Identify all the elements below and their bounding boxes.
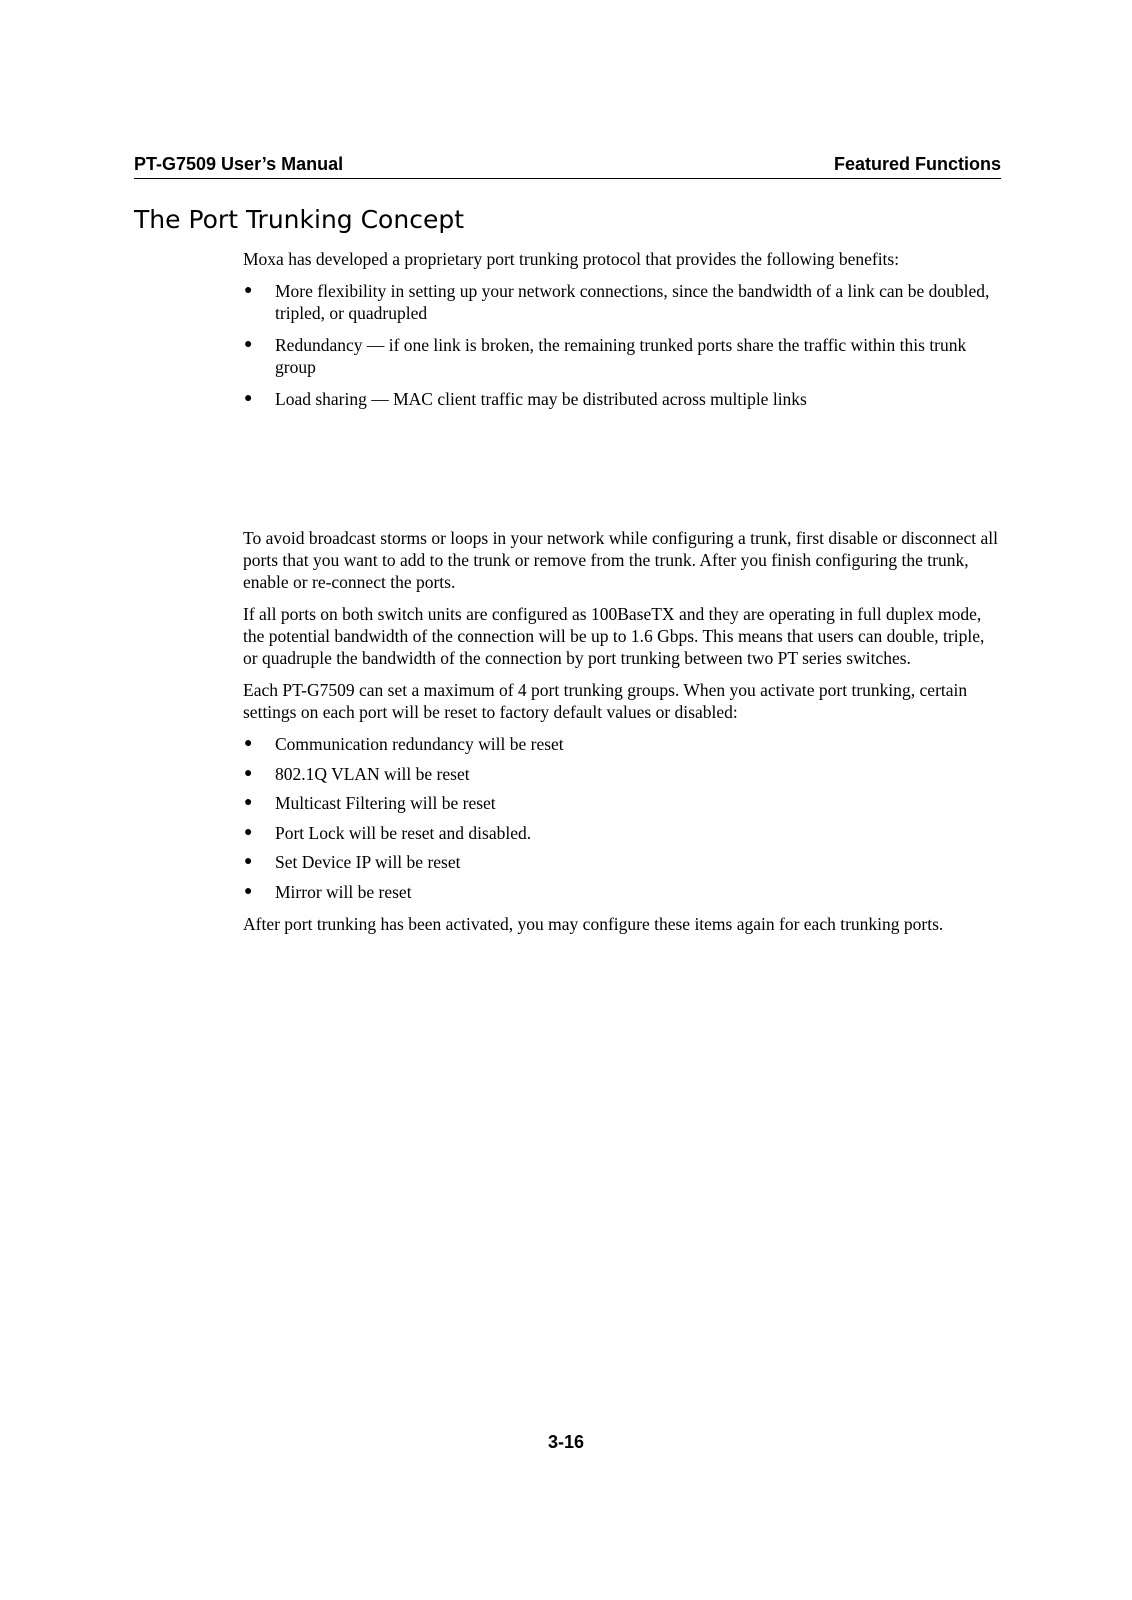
list-item — [243, 280, 1003, 324]
list-item-text: Load sharing — MAC client traffic may be distributed across multiple links — [275, 389, 807, 409]
paragraph: If all ports on both switch units are configured as 100BaseTX and they are operating in full duplex mode, the potential bandwidth of the connection will be up to 1.6 Gbps. This means that users can double, triple, or quadruple the bandwidth of the connection by port trunking between two PT series switches. — [243, 604, 985, 668]
paragraph: To avoid broadcast storms or loops in your network while configuring a trunk, first disable or disconnect all ports that you want to add to the trunk or remove from the trunk. After you finish configuring the trunk, enable or re-connect the ports. — [243, 528, 999, 592]
page-number: 3-16 — [547, 1432, 585, 1452]
paragraph: Each PT-G7509 can set a maximum of 4 port trunking groups. When you activate port trunking, certain settings on each port will be reset to factory default values or disabled: — [243, 680, 968, 722]
benefits-list — [243, 280, 1003, 410]
list-item — [243, 763, 1003, 785]
list-item-text: Communication redundancy will be reset — [275, 734, 564, 754]
bullet-icon: ● — [244, 795, 253, 810]
bullet-icon: ● — [244, 736, 253, 751]
list-item-text: Multicast Filtering will be reset — [275, 793, 496, 813]
section-title: The Port Trunking Concept — [134, 205, 464, 234]
list-item — [243, 388, 1003, 410]
main-block — [243, 527, 1003, 945]
list-item-text: 802.1Q VLAN will be reset — [275, 763, 470, 784]
page-header — [134, 150, 1001, 179]
list-item — [243, 822, 1003, 844]
list-item — [243, 851, 1003, 873]
list-item — [243, 733, 1003, 755]
bullet-icon: ● — [244, 337, 253, 352]
list-item-text: Mirror will be reset — [275, 881, 412, 902]
list-item — [243, 792, 1003, 814]
bullet-icon: ● — [244, 854, 253, 869]
intro-paragraph: Moxa has developed a proprietary port trunking protocol that provides the following benefits: — [243, 249, 900, 269]
paragraph: After port trunking has been activated, you may configure these items again for each trunking ports. — [243, 913, 944, 934]
list-item — [243, 334, 1003, 378]
bullet-icon: ● — [244, 824, 253, 840]
reset-items-list — [243, 733, 1003, 903]
list-item — [243, 881, 1003, 903]
list-item-text: Port Lock will be reset and disabled. — [275, 822, 532, 843]
bullet-icon: ● — [244, 283, 253, 298]
intro-block — [243, 248, 1003, 420]
bullet-icon: ● — [244, 765, 253, 781]
list-item-text: Set Device IP will be reset — [275, 852, 461, 872]
bullet-icon: ● — [244, 391, 253, 406]
list-item-text: More flexibility in setting up your network connections, since the bandwidth of a link can be doubled, tripled, or quadrupled — [275, 281, 990, 323]
manual-title: PT-G7509 User’s Manual — [134, 154, 344, 174]
list-item-text: Redundancy — if one link is broken, the remaining trunked ports share the traffic within this trunk group — [275, 335, 967, 377]
chapter-title: Featured Functions — [833, 154, 1001, 174]
bullet-icon: ● — [244, 883, 253, 899]
